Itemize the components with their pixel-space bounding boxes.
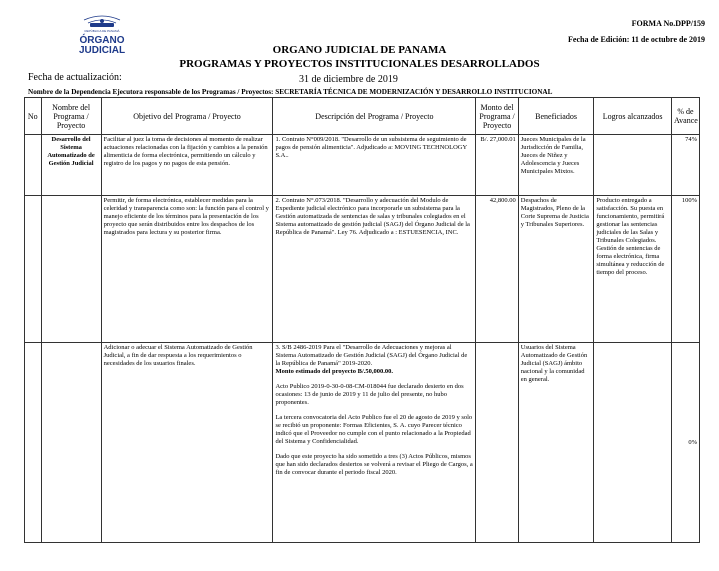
cell-description: 1. Contrato N°009/2018. "Desarrollo de un subsistema de seguimiento de pagos de pensión alimenticia". Adjudicado a: MOVING TECHNOLOGY S.A.. — [273, 135, 476, 196]
description-estimate: Monto estimado del proyecto B/.50,000.00. — [275, 368, 394, 375]
description-paragraph: Acto Publico 2019-0-30-0-08-CM-018044 fue declarado desierto en dos ocasiones: 13 de junio de 2019 y 11 de julio del presente, no hubo proponentes. — [275, 383, 464, 406]
cell-percent: 74% — [671, 135, 699, 196]
col-header-beneficiaries: Beneficiados — [518, 98, 594, 135]
svg-text:ÓRGANO: ÓRGANO — [79, 35, 125, 46]
cell-achievements — [594, 135, 672, 196]
description-paragraph: Dado que este proyecto ha sido sometido a tres (3) Actos Públicos, mismos que han sido declarados desiertos se volverá a revisar el Pliego de Cargos, a fin de convocar durante el periodo fiscal 2020. — [275, 453, 473, 476]
col-header-no: No — [25, 98, 42, 135]
cell-description: 2. Contrato N°.073/2018. "Desarrollo y adecuación del Modulo de Expediente judicial electrónico para incorporarle un subsistema para la Gestión automatizada de sentencias de salas y tribunales colegiados en el Sistema automatizado de gestión judicial (SAGJ) del Órgano Judicial de la República de Panamá". Ley 76. Adjudicado a : ESTUESENCIA, INC. — [273, 196, 476, 343]
svg-text:JUDICIAL: JUDICIAL — [78, 45, 126, 56]
cell-objective: Permitir, de forma electrónica, establecer medidas para la celeridad y transparencia como son: la función para el control y manejo eficiente de los términos para la presentación de los proyecto que serán distribuidos entre los despachos de los magistrados para lectura y su posterior firma. — [101, 196, 273, 343]
cell-beneficiaries: Jueces Municipales de la Jurisdicción de Familia, Jueces de Niñez y Adolescencia y Jueces Municipales Mixtos. — [518, 135, 594, 196]
edition-date: Fecha de Edición: 11 de octubre de 2019 — [568, 35, 705, 44]
page-subtitle: PROGRAMAS Y PROYECTOS INSTITUCIONALES DESARROLLADOS — [179, 58, 540, 70]
svg-text:REPÚBLICA DE PANAMÁ: REPÚBLICA DE PANAMÁ — [84, 29, 120, 33]
cell-percent: 0% — [671, 343, 699, 543]
cell-achievements — [594, 343, 672, 543]
cell-objective: Facilitar al juez la toma de decisiones al momento de realizar actuaciones relacionadas con la fijación y cambios a la pensión alimenticia de forma electrónica, permitiendo un cálculo y registro de los pagos y no pagos de esta pensión. — [101, 135, 273, 196]
projects-table — [24, 97, 700, 543]
cell-name — [41, 196, 101, 343]
form-number: FORMA No.DPP/159 — [631, 19, 705, 28]
update-date: 31 de diciembre de 2019 — [299, 74, 398, 85]
cell-amount — [476, 343, 518, 543]
description-paragraph: 3. S/B 2486-2019 Para el "Desarrollo de Adecuaciones y mejoras al Sistema Automatizado de Gestión Judicial (SAGJ) del Órgano Judicial de la República de Panamá" 2019-2020. — [275, 344, 468, 367]
cell-achievements: Producto entregado a satisfacción. Su puesta en funcionamiento, permitirá gestionar las sentencias judiciales de las Salas y Tribunales Colegiados. Gestión de sentencias de forma electrónica, firma simultánea y reducción de tiempo del proceso. — [594, 196, 672, 343]
cell-name: Desarrollo del Sistema Automatizado de Gestión Judicial — [41, 135, 101, 196]
cell-amount: 42,800.00 — [476, 196, 518, 343]
cell-description — [273, 343, 476, 543]
cell-no — [25, 135, 42, 196]
col-header-achievements: Logros alcanzados — [594, 98, 672, 135]
cell-name — [41, 343, 101, 543]
table-header-row — [25, 98, 700, 135]
table-row — [25, 135, 700, 196]
page-title: ORGANO JUDICIAL DE PANAMA — [272, 44, 447, 56]
cell-beneficiaries: Usuarios del Sistema Automatizado de Gestión Judicial (SAGJ) ámbito nacional y la comunidad en general. — [518, 343, 594, 543]
col-header-name: Nombre del Programa / Proyecto — [41, 98, 101, 135]
cell-objective: Adicionar o adecuar el Sistema Automatizado de Gestión Judicial, a fin de dar respuesta a los requerimientos o necesidades de los usuarios finales. — [101, 343, 273, 543]
col-header-description: Descripción del Programa / Proyecto — [273, 98, 476, 135]
description-paragraph: La tercera convocatoria del Acto Publico fue el 20 de agosto de 2019 y solo se recibió un proponente: Formas Eficientes, S. A. cuyo Parecer técnico indicó que el Proveedor no cumple con el punto relacionado a la Propiedad del Sistema y Confidencialidad. — [275, 414, 473, 445]
cell-no — [25, 343, 42, 543]
cell-beneficiaries: Despachos de Magistrados, Pleno de la Corte Suprema de Justicia y Tribunales Superiores. — [518, 196, 594, 343]
cell-no — [25, 196, 42, 343]
cell-amount: B/. 27,000.01 — [476, 135, 518, 196]
col-header-percent: % de Avance — [671, 98, 699, 135]
cell-percent: 100% — [671, 196, 699, 343]
col-header-amount: Monto del Programa / Proyecto — [476, 98, 518, 135]
dependency-name: Nombre de la Dependencia Ejecutora responsable de los Programas / Proyectos: SECRETARÍA TÉCNICA DE MODERNIZACIÓN Y DESARROLLO INSTITUCIONAL — [28, 88, 553, 96]
table-row — [25, 343, 700, 543]
update-label: Fecha de actualización: — [28, 72, 122, 83]
table-row — [25, 196, 700, 343]
col-header-objective: Objetivo del Programa / Proyecto — [101, 98, 273, 135]
